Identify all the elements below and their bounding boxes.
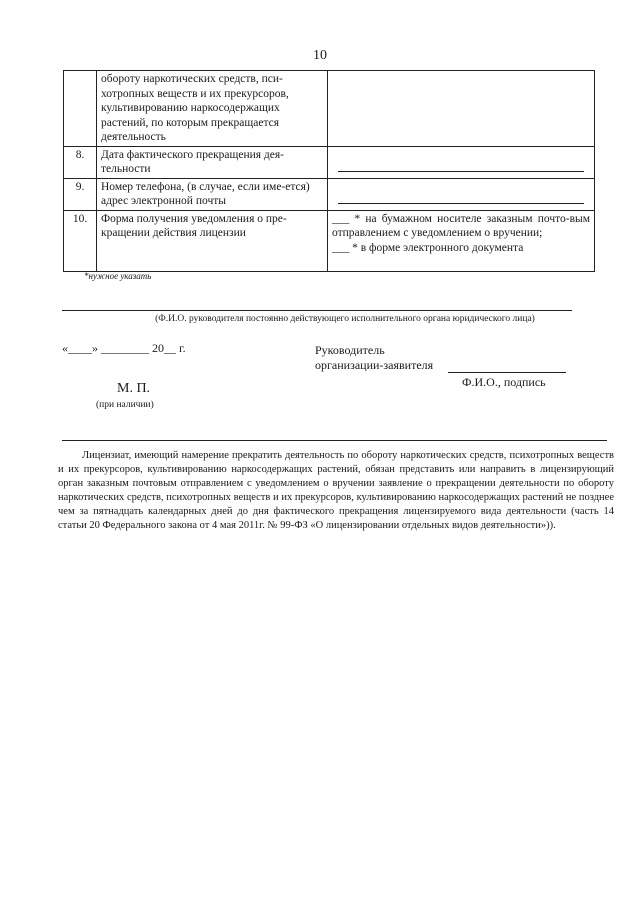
row-number bbox=[64, 71, 97, 147]
stamp-label: М. П. bbox=[117, 381, 151, 396]
stamp-note: (при наличии) bbox=[96, 400, 154, 410]
row-value bbox=[328, 71, 595, 147]
row-value bbox=[328, 178, 595, 210]
notice-paragraph: Лицензиат, имеющий намерение прекратить деятельность по обороту наркотических средств, психотропных веществ и их прекурсоров, культивированию наркосодержащих растений, обязан представить или направить в лицензирующий орган заказным почтовым отправлением с уведомлением о вручении заявление о прекращении деятельности по обороту наркотических средств, психотропных веществ и их прекурсоров, культивированию наркосодержащих растений не позднее чем за пятнадцать календарных дней до дня фактического прекращения лицензируемого вида деятельности (часть 14 статьи 20 Федерального закона от 4 мая 2011г. № 99-ФЗ «О лицензировании отдельных видов деятельности»)). bbox=[58, 450, 614, 531]
signature-line bbox=[448, 372, 566, 373]
row-number: 8. bbox=[64, 146, 97, 178]
table-row bbox=[64, 146, 595, 178]
head-caption: (Ф.И.О. руководителя постоянно действующего исполнительного органа юридического лица) bbox=[155, 314, 535, 324]
separator-line bbox=[62, 440, 607, 441]
head-name-line bbox=[62, 310, 572, 311]
row-label: Номер телефона, (в случае, если име-ется) адрес электронной почты bbox=[97, 178, 328, 210]
blank-line bbox=[338, 203, 584, 204]
row-number: 10. bbox=[64, 210, 97, 271]
blank-line bbox=[338, 171, 584, 172]
date-line: «____» ________ 20__ г. bbox=[62, 341, 186, 355]
delivery-option-paper: ___ * на бумажном носителе заказным почто-вым отправлением с уведомлением о вручении; bbox=[332, 212, 590, 239]
row-number: 9. bbox=[64, 178, 97, 210]
form-table bbox=[63, 70, 595, 272]
row-value bbox=[328, 146, 595, 178]
table-row bbox=[64, 71, 595, 147]
table-row bbox=[64, 210, 595, 271]
manager-label: Руководитель bbox=[315, 343, 385, 357]
table-row bbox=[64, 178, 595, 210]
page-number: 10 bbox=[313, 48, 327, 63]
manager-label-org: организации-заявителя bbox=[315, 358, 434, 372]
row-label: Форма получения уведомления о пре-кращении действия лицензии bbox=[97, 210, 328, 271]
row-label: Дата фактического прекращения дея-тельности bbox=[97, 146, 328, 178]
row-value bbox=[328, 210, 595, 271]
row-label: обороту наркотических средств, пси-хотропных веществ и их прекурсоров, культивированию наркосодержащих растений, по которым прекращается деятельность bbox=[97, 71, 328, 147]
delivery-option-electronic: ___ * в форме электронного документа bbox=[332, 241, 524, 254]
footnote: *нужное указать bbox=[84, 271, 152, 281]
signature-caption: Ф.И.О., подпись bbox=[462, 375, 546, 389]
